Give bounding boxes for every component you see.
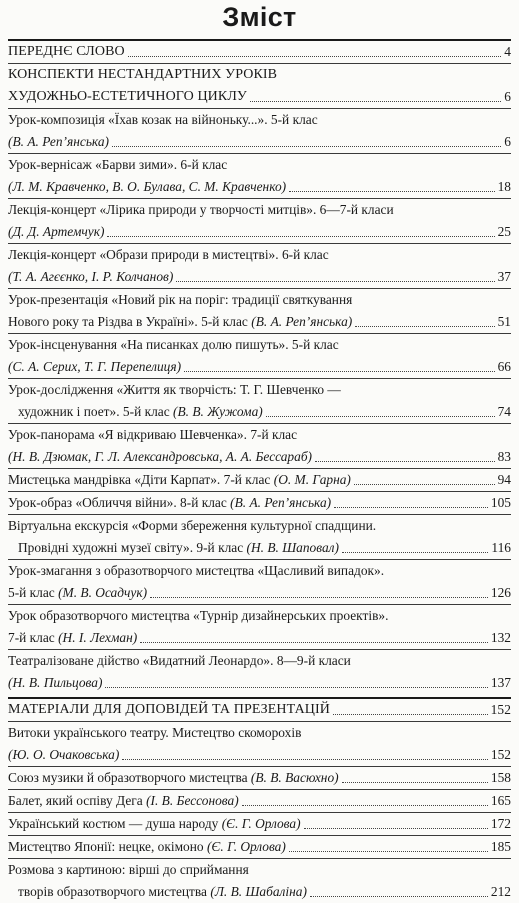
entry-author: (В. В. Васюхно) [250,770,339,785]
page-number: 18 [495,176,511,198]
entry-author: (О. М. Гарна) [273,472,351,487]
toc-entry [8,333,511,378]
page-number: 165 [488,790,511,812]
page-number: 132 [488,627,511,649]
toc-line [8,86,511,108]
toc-line-text [8,518,379,533]
toc-line [8,627,511,649]
entry-title: Український костюм — душа народу [8,816,222,831]
toc-line [8,492,511,514]
toc-line [8,582,511,604]
toc-entry [8,468,511,491]
entry-title: Урок-презентація «Новий рік на поріг: традиції святкування [8,292,353,307]
toc-entry [8,789,511,812]
page-number: 6 [501,86,511,108]
dot-leader [122,759,488,760]
toc-line [8,244,511,266]
toc-entry [8,423,511,468]
entry-author: (В. В. Жужома) [173,404,263,419]
toc-line-text [8,247,332,262]
entry-author: (Є. Г. Орлова) [206,839,286,854]
toc-line-text [8,269,176,284]
dot-leader [176,281,495,282]
page-number: 185 [488,836,511,858]
dot-leader [112,146,501,147]
toc-section-heading [8,63,511,108]
toc-line [8,64,511,86]
entry-title: Балет, який оспіву Дега [8,793,147,808]
toc-line-text [8,675,105,690]
toc-line-text [8,179,289,194]
toc-line [8,154,511,176]
toc-line-text [8,112,321,127]
page-number: 105 [488,492,511,514]
toc-line [8,515,511,537]
toc-line-text [8,653,354,668]
dot-leader [315,461,495,462]
toc-line-text [8,292,355,307]
toc-line [8,722,511,744]
toc-line-text [8,472,354,487]
toc-entry [8,835,511,858]
toc-line-text [8,427,300,442]
toc-line-text [8,314,355,329]
page-number: 126 [488,582,511,604]
toc-section-heading [8,697,511,721]
toc-line-text [8,702,333,717]
page-number: 137 [488,672,511,694]
page-number: 116 [488,537,511,559]
toc-line [8,131,511,153]
page-number: 4 [501,41,511,63]
entry-title: Витоки українського театру. Мистецтво скоморохів [8,725,302,740]
toc-entry [8,153,511,198]
dot-leader [107,236,495,237]
entry-title: художник і поет». 5-й клас [18,404,174,419]
toc-line [8,379,511,401]
toc-line-text [8,89,250,104]
toc-line [8,836,511,858]
toc-entry [8,766,511,789]
dot-leader [355,326,495,327]
toc-line [8,672,511,694]
entry-author: (В. А. Реп’янська) [251,314,353,329]
dot-leader [289,851,488,852]
entry-author: (Н. В. Пильцова) [8,675,103,690]
dot-leader [140,642,488,643]
toc-line [8,401,511,423]
entry-author: (Н. В. Дзюмак, Г. Л. Александровська, А. А. Бессараб) [8,449,313,464]
toc-line-text [8,630,140,645]
toc-line-text [8,725,304,740]
page-number: 158 [488,767,511,789]
toc-line-text [8,608,391,623]
entry-title: ПЕРЕДНЄ СЛОВО [8,44,125,59]
entry-title: Мистецька мандрівка «Діти Карпат». 7-й клас [8,472,274,487]
page-number: 94 [495,469,511,491]
page-number: 25 [495,221,511,243]
toc-line [8,699,511,721]
dot-leader [310,896,488,897]
toc-line [8,767,511,789]
entry-title: Союз музики й образотворчого мистецтва [8,770,251,785]
entry-title: творів образотворчого мистецтва [18,884,211,899]
entry-title: 5-й клас [8,585,59,600]
entry-title: Лекція-концерт «Образи природи в мистецтві». 6-й клас [8,247,329,262]
toc-line [8,424,511,446]
toc-line [8,469,511,491]
dot-leader [342,782,488,783]
toc-line-text [18,884,310,899]
toc-line [8,176,511,198]
toc-line-text [8,495,334,510]
entry-title: Урок-інсценування «На писанках долю пишуть». 5-й клас [8,337,339,352]
toc-line [8,109,511,131]
page-number: 6 [501,131,511,153]
toc-entry [8,812,511,835]
dot-leader [334,507,488,508]
toc-line [8,311,511,333]
entry-author: (Є. Г. Орлова) [221,816,301,831]
toc-line-text [8,134,112,149]
toc-line [8,790,511,812]
dot-leader [184,371,495,372]
toc-entry [8,491,511,514]
toc-line [8,744,511,766]
toc-entry [8,243,511,288]
toc-section-heading [8,39,511,63]
entry-title: Віртуальна екскурсія «Форми збереження культурної спадщини. [8,518,377,533]
entry-title: Урок-дослідження «Життя як творчість: Т. Г. Шевченко — [8,382,341,397]
dot-leader [105,687,488,688]
toc-line [8,221,511,243]
dot-leader [266,416,495,417]
toc-line [8,605,511,627]
toc-line-text [8,770,342,785]
dot-leader [354,484,495,485]
page-number: 51 [495,311,511,333]
toc-line [8,859,511,881]
entry-title: Урок-змагання з образотворчого мистецтва «Щасливий випадок». [8,563,385,578]
entry-author: (В. А. Реп’янська) [230,495,332,510]
entry-author: (Ю. О. Очаковська) [8,747,120,762]
dot-leader [333,714,488,715]
toc-line [8,289,511,311]
toc-line-text [8,816,304,831]
toc-entry [8,288,511,333]
toc-entry [8,378,511,423]
toc-line [8,650,511,672]
entry-title: Урок образотворчого мистецтва «Турнір дизайнерських проектів». [8,608,389,623]
entry-title: Урок-панорама «Я відкриваю Шевченка». 7-й клас [8,427,298,442]
toc-line-text [8,449,315,464]
toc-line [8,41,511,63]
entry-author: (С. А. Серих, Т. Г. Перепелиця) [8,359,182,374]
toc-line-text [8,747,122,762]
toc-line-text [8,382,344,397]
toc-line-text [8,44,128,59]
dot-leader [289,191,495,192]
toc-entry [8,514,511,559]
toc-line-text [8,793,242,808]
dot-leader [128,56,501,57]
toc-line-text [8,67,280,82]
entry-title: Лекція-концерт «Лірика природи у творчості митців». 6—7-й класи [8,202,394,217]
toc-line-text [8,585,150,600]
entry-title: Урок-образ «Обличчя війни». 8-й клас [8,495,231,510]
toc-line-text [8,337,342,352]
entry-title: Провідні художні музеї світу». 9-й клас [18,540,247,555]
dot-leader [242,805,488,806]
page-number: 37 [495,266,511,288]
toc-line-text [8,359,184,374]
toc-entry [8,649,511,694]
toc-entry [8,604,511,649]
entry-author: (В. А. Реп’янська) [8,134,109,149]
entry-title: Нового року та Різдва в Україні». 5-й клас [8,314,252,329]
entry-author: (Л. М. Кравченко, В. О. Булава, С. М. Кравченко) [8,179,287,194]
dot-leader [304,828,488,829]
toc-line [8,560,511,582]
entry-author: (М. В. Осадчук) [58,585,148,600]
toc-line [8,266,511,288]
page-title: Зміст [222,2,297,32]
toc-line [8,537,511,559]
toc-line-text [8,202,397,217]
page-number: 152 [488,699,511,721]
toc-line-text [8,563,387,578]
toc-entry [8,108,511,153]
toc-line [8,199,511,221]
toc-line-text [8,839,289,854]
toc-entry [8,559,511,604]
entry-title: Театралізоване дійство «Видатний Леонардо». 8—9-й класи [8,653,351,668]
entry-title: Мистецтво Японії: нецке, окімоно [8,839,207,854]
entry-author: (Н. І. Лехман) [58,630,138,645]
toc-line-text [18,540,342,555]
entry-title: Розмова з картиною: вірші до сприймання [8,862,249,877]
page-number: 172 [488,813,511,835]
entry-title: КОНСПЕКТИ НЕСТАНДАРТНИХ УРОКІВ [8,67,278,82]
toc-line-text [18,404,266,419]
toc-entry [8,198,511,243]
toc-line-text [8,224,107,239]
entry-title: 7-й клас [8,630,59,645]
toc-line [8,446,511,468]
table-of-contents [8,39,511,903]
toc-line [8,813,511,835]
toc-line-text [8,862,252,877]
dot-leader [342,552,488,553]
entry-author: (Н. В. Шаповал) [246,540,339,555]
entry-title: МАТЕРІАЛИ ДЛЯ ДОПОВІДЕЙ ТА ПРЕЗЕНТАЦІЙ [8,702,330,717]
toc-entry [8,858,511,903]
toc-line [8,334,511,356]
entry-title: ХУДОЖНЬО-ЕСТЕТИЧНОГО ЦИКЛУ [8,89,247,104]
entry-author: (Т. А. Агєєнко, І. Р. Колчанов) [8,269,174,284]
page-number: 212 [488,881,511,903]
entry-title: Урок-композиція «Їхав козак на війноньку...». 5-й клас [8,112,318,127]
entry-author: (Л. В. Шабаліна) [210,884,307,899]
toc-line [8,356,511,378]
dot-leader [150,597,488,598]
page-number: 83 [495,446,511,468]
page-number: 74 [495,401,511,423]
dot-leader [250,101,501,102]
page-number: 152 [488,744,511,766]
entry-author: (І. В. Бессонова) [146,793,239,808]
page-number: 66 [495,356,511,378]
entry-author: (Д. Д. Артемчук) [8,224,105,239]
entry-title: Урок-вернісаж «Барви зими». 6-й клас [8,157,228,172]
toc-line [8,881,511,903]
toc-entry [8,721,511,766]
toc-line-text [8,157,230,172]
